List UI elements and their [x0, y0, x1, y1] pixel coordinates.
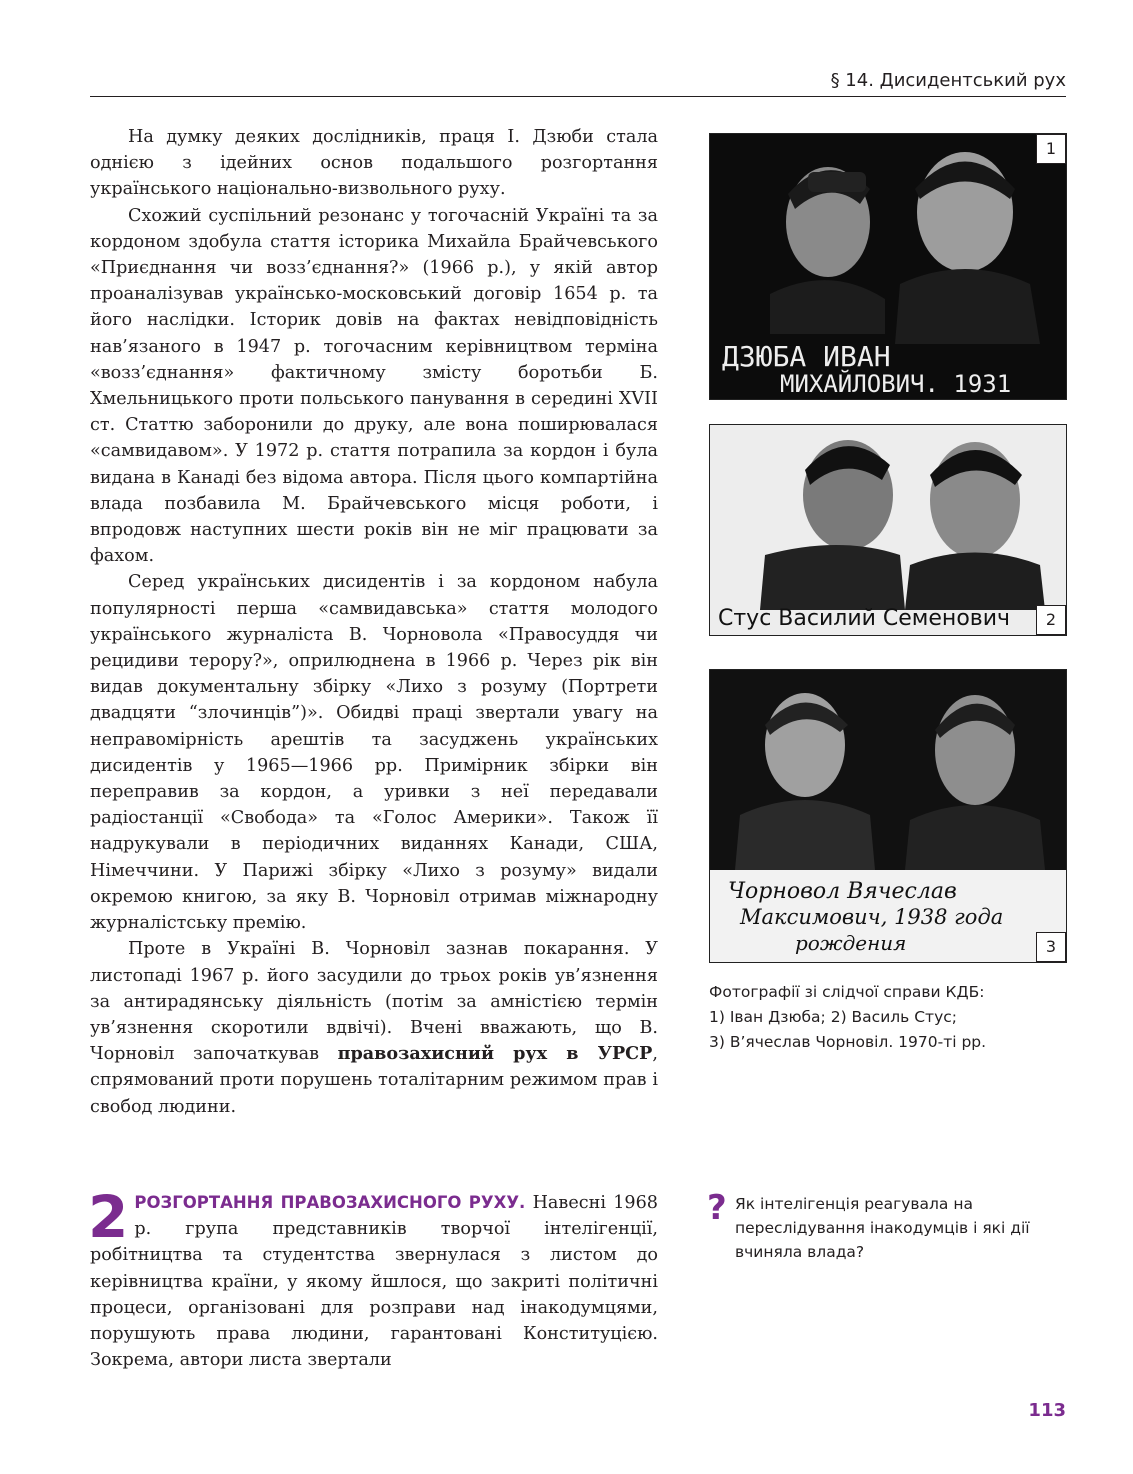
page-number: 113	[1028, 1400, 1066, 1421]
photo-stus	[709, 424, 1067, 636]
paragraph-4	[90, 936, 658, 1119]
paragraph-4-end: , спрямований проти порушень тоталітарним режимом прав і свобод людини.	[90, 1044, 658, 1117]
photo-chornovil	[709, 669, 1067, 963]
section-heading: РОЗГОРТАННЯ ПРАВОЗАХИСНОГО РУХУ.	[134, 1193, 526, 1212]
inscription-line-1: ДЗЮБА ИВАН	[722, 340, 891, 373]
paragraph-4-start: Проте в Україні В. Чорновіл зазнав покарання. У листопаді 1967 р. його засудили до трьох років ув’язнення за антирадянську діяльність (потім за амністією термін ув’язнення скоротили вдвічі). Вчені вважають, що В. Чорновіл започаткував	[90, 939, 658, 1065]
caption-line: Фотографії зі слідчої справи КДБ:	[709, 983, 985, 1001]
photo-number: 2	[1036, 605, 1066, 635]
section-text: Навесні 1968 р. група представників творчої інтелігенції, робітництва та студентства звернулася з листом до керівництва країни, у якому йшлося, що закриті політичні процеси, організовані для розправи над інакодумцями, порушують права людини, гарантовані Конституцією. Зокрема, автори листа звертали	[90, 1193, 658, 1371]
section-number: 2	[88, 1183, 129, 1251]
mugshot-image	[710, 425, 1066, 635]
inscription-line-3: рождения	[795, 931, 907, 955]
mugshot-image	[710, 670, 1066, 962]
section-body	[88, 1183, 658, 1373]
page-header	[90, 66, 1066, 97]
mugshot-image	[710, 134, 1066, 399]
running-title: § 14. Дисидентський рух	[830, 70, 1066, 91]
photo-number: 3	[1036, 932, 1066, 962]
question-text: Як інтелігенція реагувала на переслідування інакодумців і які дії вчиняла влада?	[735, 1195, 1030, 1261]
question-mark-icon: ?	[707, 1188, 727, 1228]
inscription-line-1: Чорновол Вячеслав	[728, 879, 957, 904]
photo-number: 1	[1036, 134, 1066, 164]
photo-caption	[709, 980, 1065, 1055]
section-2	[88, 1183, 658, 1373]
inscription-line-2: Максимович, 1938 года	[740, 905, 1004, 929]
paragraph-1: На думку деяких дослідників, праця І. Дзюби стала однією з ідейних основ подальшого розгортання українського національно-визвольного руху.	[90, 127, 658, 200]
paragraph-2: Схожий суспільний резонанс у тогочасній Україні та за кордоном здобула стаття історика Михайла Брайчевського «Приєднання чи возз’єднання?» (1966 р.), у якій автор проаналізував українсько-московський договір 1654 р. та його наслідки. Історик довів на фактах невідповідність нав’язаного в 1947 р. тогочасним керівництвом терміна «возз’єднання» фактичному змісту боротьби Б. Хмельницького проти польського панування в середині XVII ст. Статтю заборонили до друку, але вона поширювалася «самвидавом». У 1972 р. стаття потрапила за кордон і була видана в Канаді без відома автора. Після цього компартійна влада позбавила М. Брайчевського місця роботи, і впродовж наступних шести років він не міг працювати за фахом.	[90, 205, 658, 567]
photo-dzyuba	[709, 133, 1067, 400]
caption-line: 3) В’ячеслав Чорновіл. 1970-ті рр.	[709, 1033, 987, 1051]
caption-line: 1) Іван Дзюба; 2) Василь Стус;	[709, 1008, 958, 1026]
inscription-line-2: МИХАЙЛОВИЧ. 1931	[780, 370, 1012, 398]
main-text-column	[90, 124, 658, 1120]
inscription-line-1: Стус Василий Семенович	[718, 606, 1011, 631]
key-term: правозахисний рух в УРСР	[337, 1043, 653, 1065]
paragraph-3: Серед українських дисидентів і за кордоном набула популярності перша «самвидавська» стаття молодого українського журналіста В. Чорновола «Правосуддя чи рецидиви терору?», оприлюднена в 1966 р. Через рік він видав документальну збірку «Лихо з розуму (Портрети двадцяти “злочинців”)». Обидві праці звертали увагу на неправомірність арештів та засуджень українських дисидентів у 1965—1966 рр. Примірник збірки він переправив за кордон, а уривки з неї передавали радіостанції «Свобода» та «Голос Америки». Також її надрукували в періодичних виданнях Канади, США, Німеччини. У Парижі збірку «Лихо з розуму» видали окремою книгою, за яку В. Чорновіл отримав міжнародну журналістську премію.	[90, 572, 658, 934]
